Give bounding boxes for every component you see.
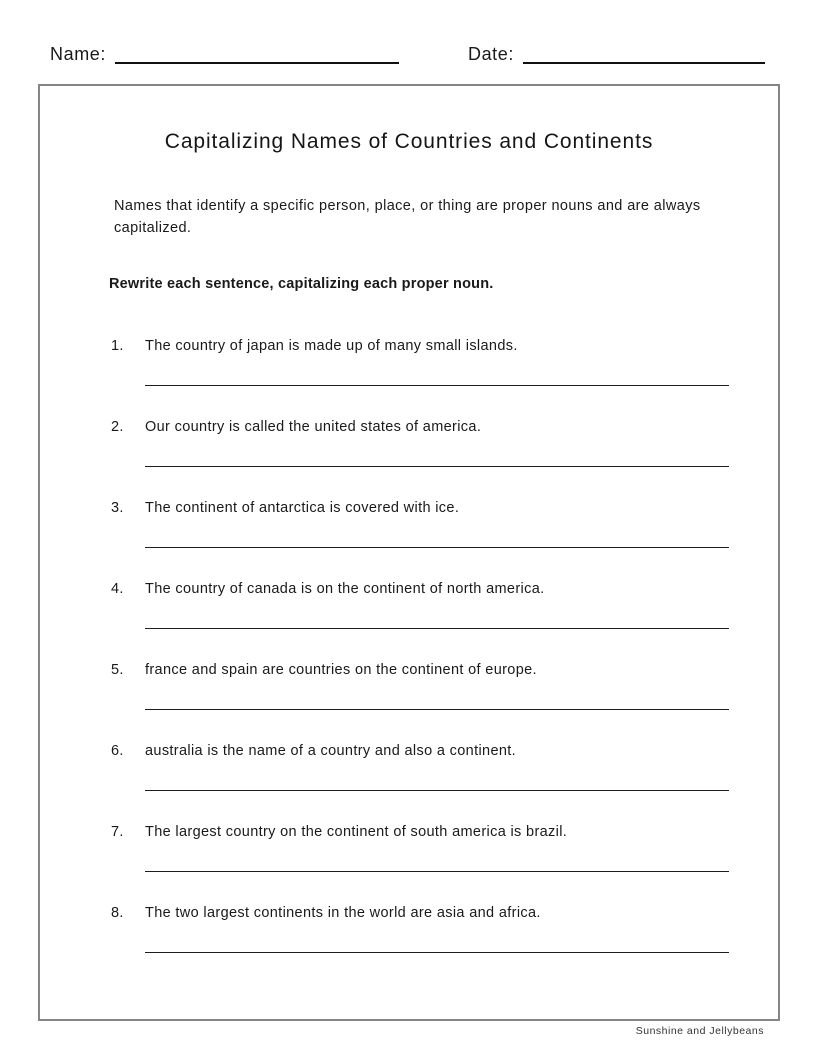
answer-line[interactable] [145, 790, 729, 791]
item-number: 1. [111, 337, 124, 354]
exercise-item [111, 338, 736, 386]
exercise-item [111, 419, 736, 467]
item-sentence: The two largest continents in the world are asia and africa. [145, 904, 541, 921]
answer-line[interactable] [145, 952, 729, 953]
item-sentence: france and spain are countries on the continent of europe. [145, 661, 537, 678]
item-sentence: australia is the name of a country and also a continent. [145, 742, 517, 759]
intro-text: Names that identify a specific person, place, or thing are proper nouns and are always capitalized. [114, 198, 701, 236]
name-field [50, 44, 399, 65]
exercise-item [111, 824, 736, 872]
answer-line[interactable] [145, 385, 729, 386]
exercise-item [111, 905, 736, 953]
worksheet-box [38, 84, 780, 1021]
item-sentence: The country of japan is made up of many small islands. [145, 337, 518, 354]
sentence-row [111, 338, 736, 354]
exercise-item [111, 743, 736, 791]
name-input-line[interactable] [115, 62, 399, 64]
item-number: 4. [111, 580, 124, 597]
footer-credit: Sunshine and Jellybeans [635, 1025, 764, 1037]
sentence-row [111, 500, 736, 516]
sentence-row [111, 581, 736, 597]
item-sentence: The largest country on the continent of south america is brazil. [145, 823, 568, 840]
item-sentence: The country of canada is on the continent of north america. [145, 580, 545, 597]
date-field [468, 44, 765, 65]
item-number: 6. [111, 742, 124, 759]
item-sentence: The continent of antarctica is covered with ice. [145, 499, 460, 516]
item-number: 2. [111, 418, 124, 435]
sentence-row [111, 743, 736, 759]
item-sentence: Our country is called the united states of america. [145, 418, 482, 435]
sentence-row [111, 662, 736, 678]
item-number: 5. [111, 661, 124, 678]
name-label: Name: [50, 44, 107, 64]
exercise-item [111, 581, 736, 629]
item-number: 8. [111, 904, 124, 921]
answer-line[interactable] [145, 709, 729, 710]
answer-line[interactable] [145, 628, 729, 629]
header [50, 44, 765, 65]
exercise-list [111, 338, 736, 953]
sentence-row [111, 905, 736, 921]
exercise-item [111, 500, 736, 548]
item-number: 7. [111, 823, 124, 840]
sentence-row [111, 419, 736, 435]
answer-line[interactable] [145, 871, 729, 872]
instructions-text: Rewrite each sentence, capitalizing each proper noun. [109, 275, 494, 292]
answer-line[interactable] [145, 547, 729, 548]
date-input-line[interactable] [523, 62, 765, 64]
answer-line[interactable] [145, 466, 729, 467]
sentence-row [111, 824, 736, 840]
page-title: Capitalizing Names of Countries and Continents [164, 130, 654, 153]
item-number: 3. [111, 499, 124, 516]
exercise-item [111, 662, 736, 710]
date-label: Date: [467, 44, 514, 64]
